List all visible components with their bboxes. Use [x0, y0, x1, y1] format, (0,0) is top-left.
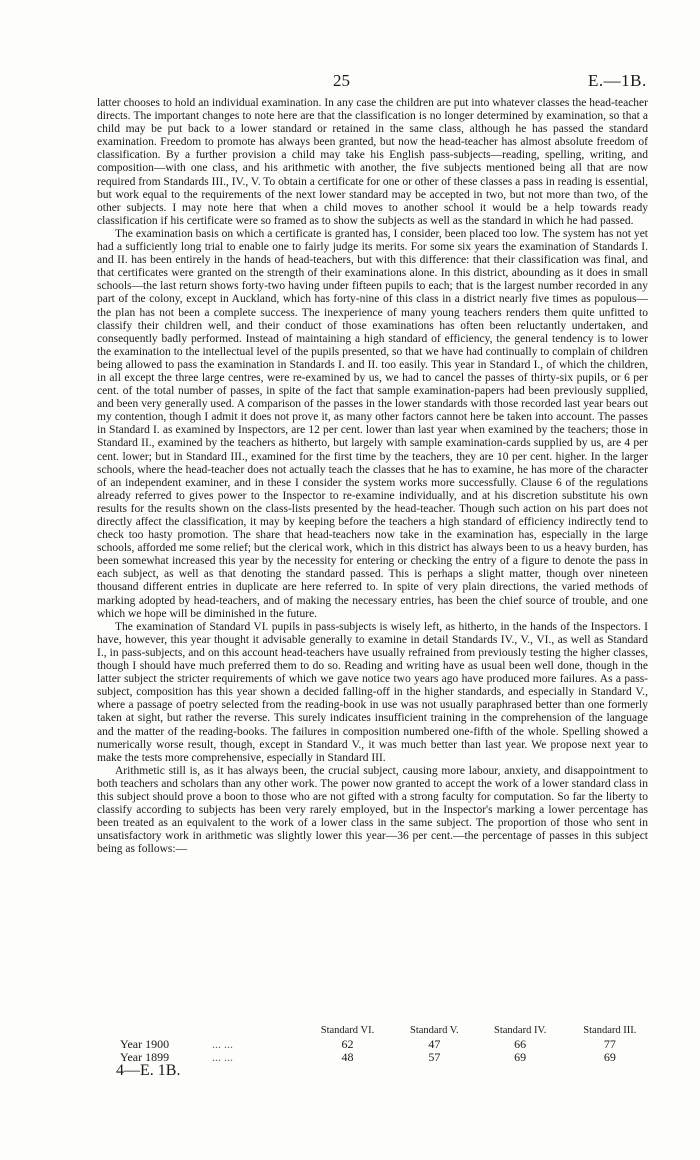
- column-header: Standard V.: [410, 1025, 459, 1036]
- series-reference: E.—1B.: [588, 71, 647, 90]
- paragraph-2: The examination basis on which a certificate is granted has, I consider, been placed too low. The system has not yet had a sufficiently long trial to enable one to fairly judge its merits. For some six years the examination of Standards I. and II. has been entirely in the hands of head-teachers, but with this difference: that their classification was final, and that certificates were granted on the strength of their examinations alone. In this district, abounding as it does in small schools—the last return shows forty-two having under fifteen pupils to each; that is the largest number recorded in any part of the colony, except in Auckland, which has forty-nine of this class in a district nearly five times as populous—the plan has not been a complete success. The inexperience of many young teachers renders them quite unfitted to classify their children well, and their conduct of those examinations has often been reluctantly undertaken, and consequently badly performed. Instead of maintaining a high standard of efficiency, the general tendency is to lower the examination to the intellectual level of the pupils presented, so that we have had continually to complain of children being allowed to pass the examination in Standards I. and II. too easily. This year in Standard I., of which the children, in all except the three large centres, were re-examined by us, we had to cancel the passes of thirty-six pupils, or 6 per cent. of the total number of passes, in spite of the fact that sample examination-papers had been previously supplied, and been very generally used. A comparison of the passes in the lower standards with those recorded last year bears out my contention, though I admit it does not prove it, as many other factors cannot here be taken into account. The passes in Standard I. as examined by Inspectors, are 12 per cent. lower than last year when examined by the teachers; those in Standard II., examined by the teachers as hitherto, but largely with sample examination-cards supplied by us, are 4 per cent. lower; but in Standard III., examined for the first time by the teachers, they are 10 per cent. higher. In the larger schools, where the head-teacher does not actually teach the classes that he has to examine, he has more of the character of an independent examiner, and in these I consider the system works more successfully. Clause 6 of the regulations already referred to gives power to the Inspector to re-examine individually, and at his discretion substitute his own results for the results shown on the class-lists presented by the head-teacher. Though such action on his part does not directly affect the classification, it may by keeping before the teachers a high standard of efficiency indirectly tend to check too hasty promotion. The share that head-teachers now take in the examination has, especially in the large schools, afforded me some relief; but the clerical work, which in this district has always been to us a heavy burden, has been somewhat increased this year by the necessity for entering or checking the entry of a figure to denote the pass in each subject, as well as that denoting the standard passed. This is perhaps a slight matter, though over nineteen thousand different entries in duplicate are here referred to. In spite of very plain directions, the varied methods of marking adopted by head-teachers, and of making the necessary entries, has been the chief source of trouble, and one which we hope will be diminished in the future.: [97, 227, 648, 620]
- row-year: Year 1900: [120, 1037, 170, 1051]
- table-header-row: [110, 1024, 655, 1038]
- body-text: [97, 97, 648, 856]
- page-number: 25: [333, 71, 350, 90]
- cell-value: 77: [603, 1037, 616, 1051]
- footer-signature: 4—E. 1B.: [116, 1062, 181, 1079]
- leader-dots: ... ...: [212, 1050, 233, 1064]
- row-year: Year 1899: [120, 1050, 170, 1064]
- paragraph-3: The examination of Standard VI. pupils in pass-subjects is wisely left, as hitherto, in the hands of the Inspectors. I have, however, this year thought it advisable generally to examine in detail Standards IV., V., VI., as well as Standard I., in pass-subjects, and on this account head-teachers have usually refrained from previously testing the higher classes, though I should have much preferred them to do so. Reading and writing have as usual been well done, though in the latter subject the stricter requirements of which we gave notice two years ago have produced more failures. As a pass-subject, composition has this year shown a decided falling-off in the higher standards, and especially in Standard V., where a passage of poetry selected from the reading-book in use was not usually paraphrased better than one formerly taken at sight, but rather the reverse. This surely indicates insufficient training in the comprehension of the language and the matter of the reading-books. The failures in composition numbered one-fifth of the whole. Spelling showed a numerically worse result, though, except in Standard V., it was much better than last year. We propose next year to make the tests more comprehensive, especially in Standard III.: [97, 620, 648, 764]
- cell-value: 66: [514, 1037, 527, 1051]
- table-row: [110, 1038, 655, 1051]
- cell-value: 57: [428, 1050, 441, 1064]
- cell-value: 69: [514, 1050, 527, 1064]
- paragraph-4: Arithmetic still is, as it has always been, the crucial subject, causing more labour, anxiety, and disappointment to both teachers and scholars than any other work. The power now granted to accept the work of a lower standard class in this subject should prove a boon to those who are not gifted with a strong faculty for computation. So far the liberty to classify according to subjects has been very rarely employed, but in the Inspector's marking a lower percentage has been treated as an equivalent to the work of a lower class in the same subject. The proportion of those who sent in unsatisfactory work in arithmetic was slightly lower this year—36 per cent.—the percentage of passes in this subject being as follows:—: [97, 764, 648, 856]
- column-header: Standard IV.: [494, 1025, 547, 1036]
- column-header: Standard VI.: [320, 1025, 375, 1036]
- table-row: [110, 1051, 655, 1064]
- cell-value: 62: [341, 1037, 354, 1051]
- arithmetic-results-table: [110, 1024, 655, 1064]
- column-header: Standard III.: [583, 1025, 637, 1036]
- cell-value: 69: [603, 1050, 616, 1064]
- leader-dots: ... ...: [212, 1037, 233, 1051]
- cell-value: 47: [428, 1037, 441, 1051]
- cell-value: 48: [341, 1050, 354, 1064]
- paragraph-1: latter chooses to hold an individual examination. In any case the children are put into whatever classes the head-teacher directs. The important changes to note here are that the classification is no longer determined by examination, so that a child may be put back to a lower standard or retained in the same class, although he has passed the standard examination. Freedom to promote has always been granted, but now the head-teacher has almost absolute freedom of classification. By a further provision a child may take his English pass-subjects—reading, spelling, writing, and composition—with one class, and his arithmetic with another, the five subjects mentioned being all that are now required from Standards III., IV., V. To obtain a certificate for one or other of these classes a pass in reading is essential, but work equal to the requirements of the next lower standard may be accepted in two, but not more than two, of the other subjects. I may note here that when a child moves to another school it would be a help towards ready classification if his certificate were so framed as to show the subjects as well as the standard in which he had passed.: [97, 97, 648, 227]
